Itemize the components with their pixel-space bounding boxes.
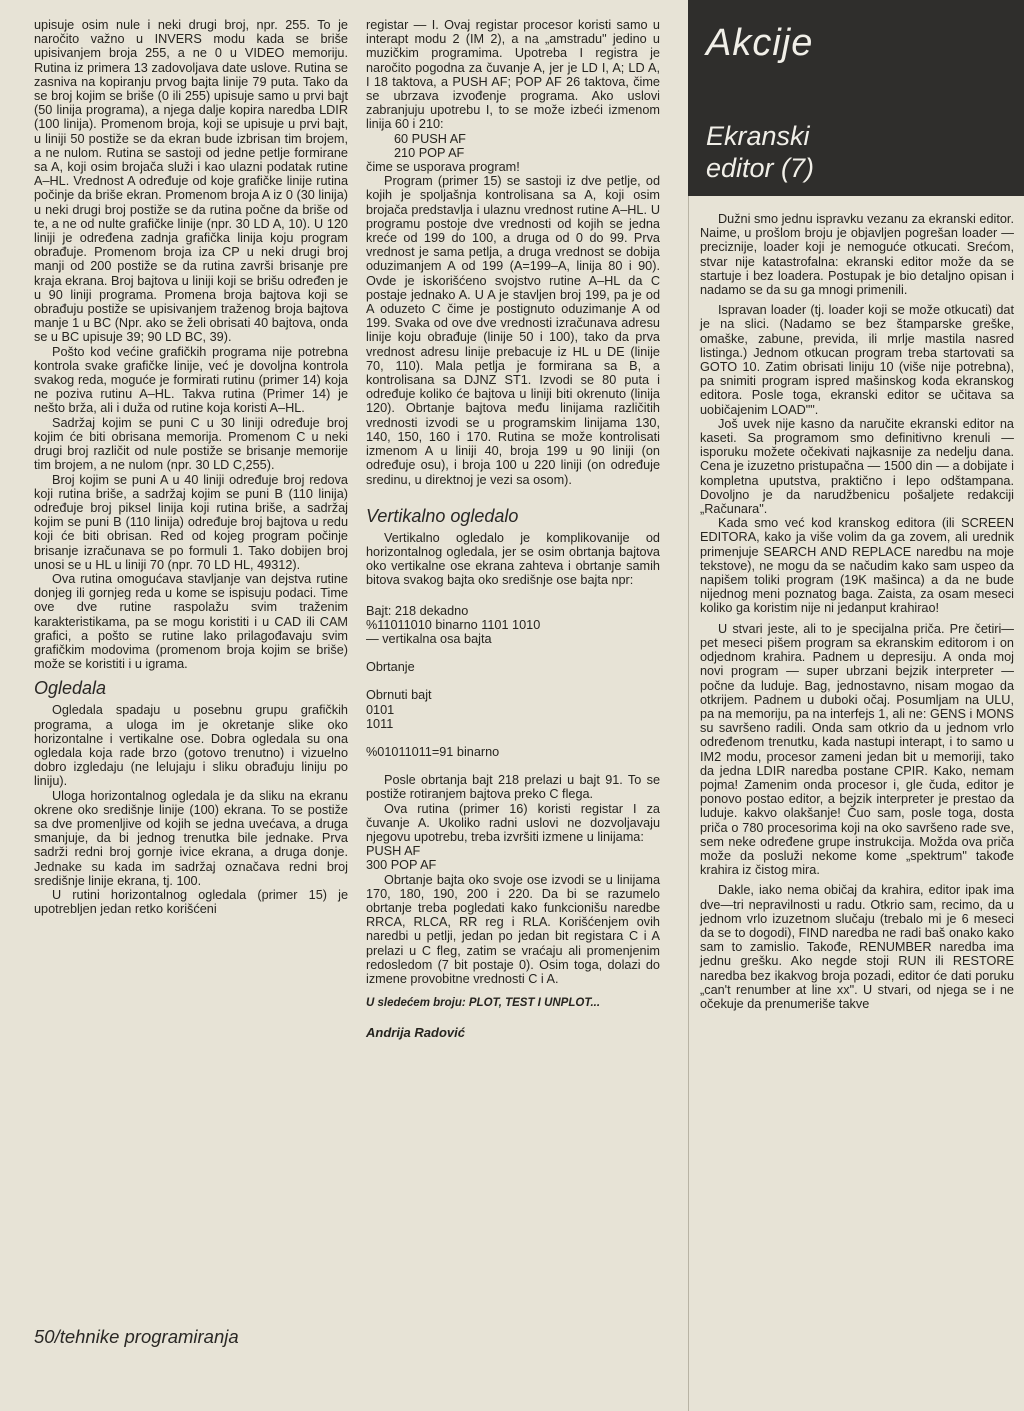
col3-paragraph: Ispravan loader (tj. loader koji se može otkucati) dat je na slici. (Nadamo se bez štamparske greške, omaške, zabune, previda, ili mrlje mastila nasred listinga.) Jednom otkucan program treba startovati sa GOTO 10. Zatim obrisati liniju 10 (više nije potrebna), pa snimiti program ispred mašinskog koda ekranskog editora. Posle toga, ekranski editor se učitava sa uobičajenim LOAD"".: [700, 303, 1014, 417]
col3-paragraph: Još uvek nije kasno da naručite ekranski editor na kaseti. Sa programom smo definitivno krenuli — isporuku možete očekivati najkasnije za nedelju dana. Cena je izuzetno pristupačna — 1500 din — a dobijate i kompletna uputstva, praktično i lepo odštampana. Dovoljno je da narudžbenicu pošaljete redakciji „Računara".: [700, 416, 1014, 517]
col3-paragraph: U stvari jeste, ali to je specijalna priča. Pre četiri—pet meseci pišem program sa ekranskim editorom i on odjednom krahira. Padnem u depresiju. A onda moj novi program — super ubrzani bejzik interpreter — počne da luduje. Bag, jednostavno, nisam mogao da otkrijem. Padnem u duboki očaj. Posumljam na ULU, pa na memoriju, pa na interfejs 1, ali ne: GENS i MONS su savršeno radili. Onda sam otkrio da u jednom vrlo određenom trenutku, kada nastupi interapt, i to samo u IM2 modu, procesor zameni jedan bit u memoriji, tako da jedna LDIR naredba postane CPIR. Kako, nemam pojma! Zamenim onda procesor i, gle čuda, editor je ponovo postao editor, a bejzik interpreter je prestao da luduje. kakvo olakšanje! Čuo sam, posle toga, dosta priča o 780 procesorima koji na oko savršeno rade sve, sem neke određene grupe instrukcija. Možda ova priča može da posluži nekome kome „spektrum" takođe krahira iz čistog mira.: [700, 621, 1014, 878]
col2-paragraph: Posle obrtanja bajt 218 prelazi u bajt 91. To se postiže rotiranjem bajtova preko C flega.: [366, 773, 660, 802]
article-title: [706, 120, 814, 184]
col3-paragraph: Kada smo već kod kranskog editora (ili SCREEN EDITORA, kako ja više volim da ga zovem, ali urednik primenjuje SEARCH AND REPLACE naredbu na moje tekstove), ne mogu da se načudim kako sam uspeo da napišem toliki program (19K mašinca) a da ne bude nijednog meni poznatog baga. Zaista, za osam meseci koliko ga koristim nije ni jedanput krahirao!: [700, 516, 1014, 616]
example-line: Obrnuti bajt: [366, 688, 432, 703]
code-line: PUSH AF: [366, 844, 421, 859]
col2-paragraph: Obrtanje bajta oko svoje ose izvodi se u linijama 170, 180, 190, 200 i 220. Da bi se razumelo obrtanje treba pogledati kako funkcionišu naredbe RRCA, RLCA, RR reg i RLA. Korišćenjem ovih naredbi u petlji, jedan po jedan bit registara C i A prelazi u C fleg, zatim se vraćaju ali promenjenim redosledom (7 bit postaje 0). Osim toga, dolazi do izmene provobitne vrednosti C i A.: [366, 872, 660, 986]
col2-paragraph: čime se usporava program!: [366, 160, 520, 175]
code-line: 300 POP AF: [366, 858, 437, 873]
example-line: 1011: [366, 716, 394, 731]
col3-paragraph: Dužni smo jednu ispravku vezanu za ekranski editor. Naime, u prošlom broju je objavljen pogrešan loader — preciznije, loader koji je nemoguće otkucati. Srećom, stvar nije katastrofalna: ekranski editor može da se startuje i bez loadera. Postupak je bio detaljno opisan i nadamo se da su ga mnogi primenili.: [700, 212, 1014, 298]
col1-paragraph: Broj kojim se puni A u 40 liniji određuje broj redova koji rutina briše, a sadržaj kojim se puni B (110 linija) određuje broj piksel linija koji rutina briše, a sadržaj kojim se puni B (110 linija) određuje broj bajtova u redu koji će biti obrisan. Red od kojeg program počinje brisanje izračunava se po formuli 1. Tako dobijen broj unosi se u HL u liniji 70 (npr. 70 LD HL, 49312).: [34, 472, 348, 572]
author-name: Andrija Radović: [366, 1025, 465, 1041]
col2-paragraph: Program (primer 15) se sastoji iz dve petlje, od kojih je spoljašnja kontrolisana sa A, koji osim brojača predstavlja i ulaznu vrednost rutine A–HL. U programu postoje dve vrednosti od kojih se jedna kreće od 199 do 100, a druga od 0 do 99. Prva vrednost je sama petlja, a druga vrednost se dobija oduzimanjem A od 199 (A=199–A, linija 80 i 90). Ovde je iskorišćeno svojstvo rutine A–HL da C postaje jednako A. U A je stavljen broj 199, pa je od A oduzeto C čime je postignuto oduzimanje A od 199. Svaka od ove dve vrednosti izračunava adresu linije koju obrađuje (linije 50 i 100), tako da prva vrednost adresu linije prebacuje iz HL u DE (linije 70, 110). Mala petlja je formirana sa B, a kontrolisana sa DJNZ ST1. Izvodi se 80 puta i određuje koliko će bajtova u liniji biti okrenuto (linija 120). Obrtanje bajtova među linijama različitih vrednosti izvodi se u programskim linijama 130, 140, 150, 160 i 170. Rutina se može kontrolisati izmenom A u liniji 40, broja 199 u 90 liniji (on određuje osu), i broja 100 u 220 liniji (on određuje sredinu, u direktnoj je vezi sa osom).: [366, 174, 660, 487]
example-line: Obrtanje: [366, 660, 415, 675]
section-header-panel: [688, 0, 1024, 196]
article-title-line1: Ekranski: [706, 121, 810, 151]
subheading-ogledala: Ogledala: [34, 678, 107, 699]
col2-paragraph: registar — I. Ovaj registar procesor koristi samo u interapt modu 2 (IM 2), a na „amstradu" jedino u muzičkim programima. Upotreba I registra je naročito pogodna za čuvanje A, jer je LD I, A; LD A, I 18 taktova, a PUSH AF; POP AF 26 taktova, čime se ubrzava izvođenje programa. Ako uslovi zabranjuju upotrebu I, to se može izbeći izmenom linija 60 i 210:: [366, 18, 660, 132]
article-column-2: [366, 18, 660, 1041]
next-issue-note: U sledećem broju: PLOT, TEST I UNPLOT...: [366, 997, 601, 1010]
example-line: Bajt: 218 dekadno: [366, 603, 469, 618]
article-title-line2: editor (7): [706, 153, 815, 183]
col1-paragraph: Uloga horizontalnog ogledala je da sliku na ekranu okrene oko središnje linije (100) ekrana. To se postiže sa dve promenljive od kojih se jedna uvećava, a druga smanjuje, da bi jednog trenutka bile jednake. Prva sadrži redni broj gornje ivice ekrana, a druga donje. Jednake su kada im sadržaj označava redni broj središnje linije ekrana, tj. 100.: [34, 788, 348, 888]
page-footer: 50/tehnike programiranja: [34, 1326, 239, 1347]
col1-paragraph: U rutini horizontalnog ogledala (primer 15) je upotrebljen jedan retko korišćeni: [34, 887, 348, 917]
col1-paragraph: upisuje osim nule i neki drugi broj, npr. 255. To je naročito važno u INVERS modu kada se briše upisivanjem broja 255, a ne 0 u VIDEO memoriju. Rutina iz primera 13 zadovoljava date uslove. Rutina se zasniva na kopiranju prvog bajta linije 79 puta. Tako da se broj kojim se briše (0 ili 255) upisuje samo u prvi bajt (50 linija programa), a njega dalje kopira naredba LDIR (100 linija). Promenom broja, koji se upisuje u prvi bajt, u liniji 50 postiže se da ekran bude izbrisan tim brojem, a ne nulom. Rutina se sastoji od jedne petlje formirane sa A, koji osim brojača služi i kao ulazni podatak rutine A–HL. Vrednost A određuje od koje grafičke linije rutina počinje da briše ekran. Promenom broja A iz 0 (30 linija) u neki drugi broj postiže se da rutina počne da briše od te, a ne od nulte grafičke linije (npr. 30 LD A, 10). U 120 liniji je određena zadnja grafička linija koju program obrađuje. Promenom broja iza CP u neki drugi broj manji od 200 postiže se da rutina završi brisanje pre kraja ekrana. Broj bajtova u liniji koji se brišu određen je u 90 liniji programa. Promena broja bajtova koji se obrađuju postiže se upisivanjem traženog broja bajtova manje 1 u BC (Npr. ako se želi obrisati 40 bajtova, onda se u BC upisuje 39; 90 LD BC, 39).: [34, 18, 348, 345]
subheading-vertikalno-ogledalo: Vertikalno ogledalo: [366, 505, 519, 526]
col1-paragraph: Ova rutina omogućava stavljanje van dejstva rutine donjeg ili gornjeg reda u kome se ispisuju podaci. Time ove dve rutine raspolažu svim traženim karakteristikama, pa se mogu koristiti i u CAD ili CAM grafici, a pošto se rutine lako prilagođavaju svim grafičkim modovima (promenom broja kojim se briše) može se koristiti i u igrama.: [34, 571, 348, 672]
code-line: 210 POP AF: [394, 145, 465, 160]
col3-paragraph: Dakle, iako nema običaj da krahira, editor ipak ima dve—tri nepravilnosti u radu. Otkrio sam, recimo, da u jednom vrlo izuzetnom slučaju (trebalo mi je 6 meseci da se to dogodi), FIND naredba ne radi baš onako kako sam to zamislio. Takođe, RENUMBER naredba ima jednu grešku. Ako negde stoji RUN ili RESTORE naredba bez ikakvog broja pozadi, editor će dati poruku „can't renumber at line xx". U stvari, od njega se i ne očekuje da prenumeriše takve: [700, 883, 1014, 1011]
sidebar-column: [700, 212, 1014, 1011]
code-line: 60 PUSH AF: [394, 131, 466, 146]
article-column-1: [34, 18, 348, 916]
binary-example: [366, 604, 660, 760]
example-line: %11011010 binarno 1101 1010: [366, 617, 541, 632]
col1-paragraph: Ogledala spadaju u posebnu grupu grafičkih programa, a uloga im je okretanje slike oko horizontalne i vertikalne ose. Dobra ogledala su ona ogledala koja rade brzo (gotovo trenutno) i vizuelno dobro izgledaju (ne lelujaju i sliku obrađuju liniju po liniju).: [34, 703, 348, 789]
example-line: — vertikalna osa bajta: [366, 631, 492, 646]
col2-paragraph: Ova rutina (primer 16) koristi registar I za čuvanje A. Ukoliko radni uslovi ne dozvoljavaju njegovu upotrebu, treba izvršiti izmene u linijama:: [366, 801, 660, 844]
section-title: Akcije: [706, 22, 814, 64]
example-line: %01011011=91 binarno: [366, 744, 500, 759]
col2-paragraph: Vertikalno ogledalo je komplikovanije od horizontalnog ogledala, jer se osim obrtanja bajtova oko vertikalne ose ekrana zahteva i obrtanje samih bitova svakog bajta oko središnje ose bajta npr:: [366, 530, 660, 588]
col1-paragraph: Pošto kod većine grafičkih programa nije potrebna kontrola svake grafičke linije, već je dovoljna kontrola svakog reda, moguće je formirati rutinu (primer 14) koja ne poziva rutinu A–HL. Takva rutina (Primer 14) je nešto brža, ali i duža od rutine koja koristi A–HL.: [34, 344, 348, 416]
example-line: 0101: [366, 702, 395, 717]
col1-paragraph: Sadržaj kojim se puni C u 30 liniji određuje broj kojim će biti obrisana memorija. Promenom C u neki drugi broj različit od nule postiže se brisanje memorije tim brojem, a ne nulom (npr. 30 LD C,255).: [34, 415, 348, 473]
